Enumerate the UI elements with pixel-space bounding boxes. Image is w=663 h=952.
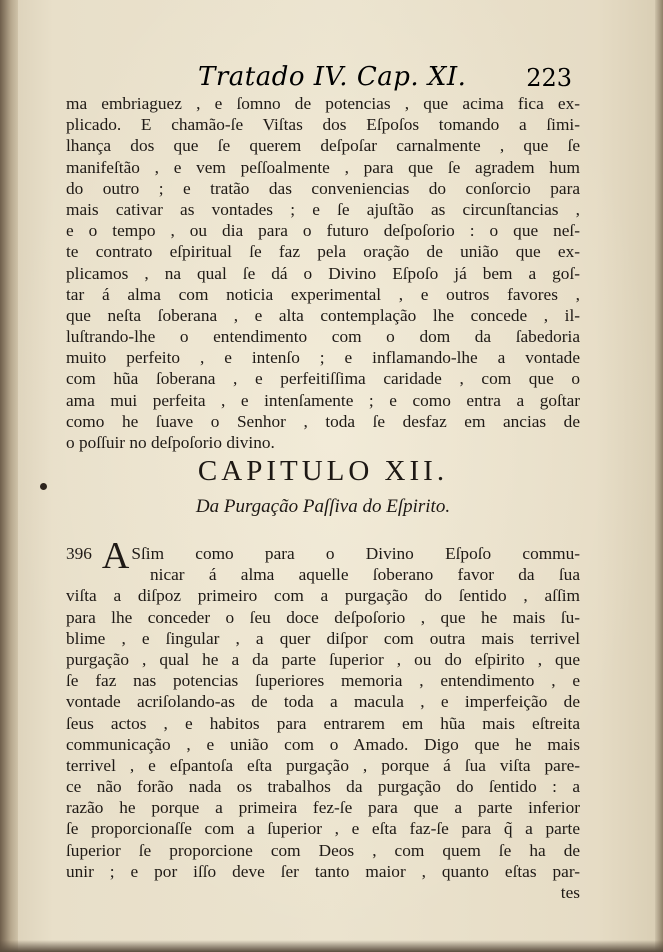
page-binding-edge [0,0,18,952]
text-line: com hũa ſoberana , e perfeitiſſima caridade , com que o [66,369,580,389]
text-line: plicamos , na qual ſe dá o Divino Eſpoſo já bem a goſ- [66,263,580,283]
text-line: para lhe conceder o ſeu doce deſpoſorio , que he mais ſu- [66,607,580,627]
text-line: ce não forão nada os trabalhos da purgação do ſentido : a [66,777,580,797]
text-line: ſuperior ſe proporcione com Deos , com quem ſe ha de [66,840,580,860]
text-line: ſe faz nas potencias ſuperiores memoria , entendimento , e [66,671,580,691]
text-line: razão he porque a primeira fez-ſe para que a parte inferior [66,798,580,818]
text-line: tar á alma com noticia experimental , e outros favores , [66,284,580,304]
paragraph-number: 396 [66,544,92,563]
page-header [66,62,580,96]
first-line-text: Sſim como para o Divino Eſpoſo commu- [131,544,580,563]
text-line: mais cativar as vontades ; e ſe ajuſtão as circunſtancias , [66,199,580,219]
text-line: nicar á alma aquelle ſoberano favor da ſua [150,565,580,585]
text-line: manifeſtão , e vem peſſoalmente , para que ſe agradem hum [66,157,580,177]
page-bottom-edge [0,940,663,952]
chapter-title: CAPITULO XII. [197,455,449,487]
text-line: e o tempo , ou dia para o futuro deſpoſorio : o que neſ- [66,221,580,241]
page-right-edge [655,0,663,952]
text-line: do outro ; e tratão das conveniencias do conſorcio para [66,178,580,198]
text-line: te contrato eſpiritual ſe faz pela oração de união que ex- [66,242,580,262]
text-line: purgação , qual he a da parte ſuperior , ou do eſpirito , que [66,649,580,669]
text-line: plicado. E chamão-ſe Viſtas dos Eſpoſos tomando a ſimi- [66,115,580,135]
text-line: lhança dos que ſe querem deſpoſar carnalmente , que ſe [66,136,580,156]
catchword: tes [560,883,580,902]
text-line: muito perfeito , e intenſo ; e inflamando-lhe a vontade [66,348,580,368]
text-line: ſe proporcionaſſe com a ſuperior , e eſta faz-ſe para q̃ a parte [66,819,580,839]
text-line: unir ; e por iſſo deve ſer tanto maior , quanto eſtas par- [66,861,580,881]
text-line: terrivel , e eſpantoſa eſta purgação , porque á ſua viſta pare- [66,755,580,775]
paragraph-continued [66,93,580,453]
text-line: que neſta ſoberana , e alta contemplação lhe concede , il- [66,305,580,325]
text-line: como he ſuave o Senhor , toda ſe desfaz em ancias de [66,411,580,431]
drop-initial: A [101,535,130,577]
paragraph-396 [66,535,580,903]
text-line: ama mui perfeita , e intenſamente ; e como entra a goſtar [66,390,580,410]
text-line: blime , e ſingular , a quer diſpor com outra mais terrivel [66,628,580,648]
text-line: vontade acriſolando-as de toda a macula , e imperfeição de [66,692,580,712]
binding-hole [40,483,47,490]
text-line: ma embriaguez , e ſomno de potencias , que acima fica ex- [66,94,580,113]
text-line: communicação , e união com o Amado. Digo que he mais [66,734,580,754]
chapter-subtitle: Da Purgação Paſſiva do Eſpirito. [195,496,451,517]
text-line: ſeus actos , e habitos para entrarem em hũa mais eſtreita [66,713,580,733]
text-line: luſtrando-lhe o entendimento com o dom da ſabedoria [66,327,580,347]
page-number: 223 [526,64,572,92]
text-line: viſta a diſpoz primeiro com a purgação do ſentido , aſſim [66,586,580,606]
text-line: o poſſuir no deſpoſorio divino. [66,433,275,452]
running-head: Tratado IV. Cap. XI. [198,62,467,92]
